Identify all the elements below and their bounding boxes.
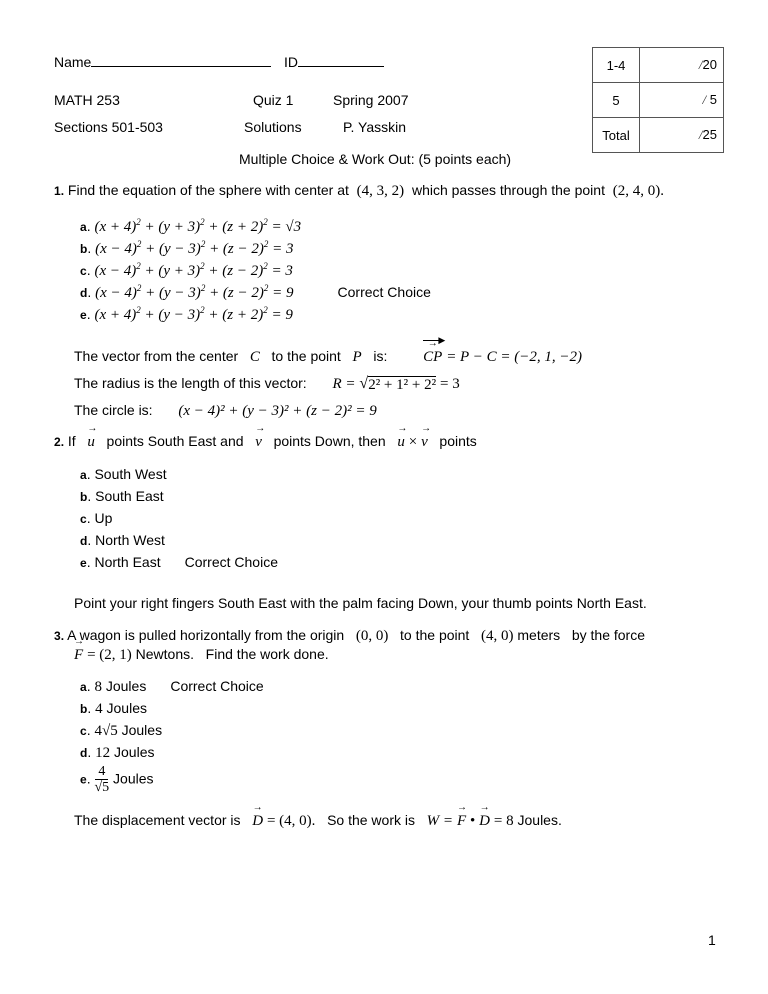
choice-label: c [80, 512, 87, 526]
score-points: /20 [640, 48, 724, 83]
choice-label: a [80, 468, 87, 482]
section-title: Multiple Choice & Work Out: (5 points each) [239, 151, 512, 167]
q1-work-line-2: The radius is the length of this vector: R = √ 2² + 1² + 2² = 3 [74, 375, 460, 393]
q2-work: Point your right fingers South East with the palm facing Down, your thumb points North East. [74, 595, 647, 611]
score-points: / 5 [640, 83, 724, 118]
choice-label: e [80, 308, 87, 322]
document-kind: Solutions [244, 119, 302, 135]
choice-fraction: $\frac{4}{√5}$ [94, 764, 110, 796]
q1-choice-d: d. $(x - 4)^2 + (y - 3)^2 + (z - 2)^2 = 9$ Correct Choice [80, 283, 431, 301]
choice-label: d [80, 286, 88, 300]
choice-label: d [80, 534, 88, 548]
q1-choice-c: c. $(x - 4)^2 + (y + 3)^2 + (z - 2)^2 = 3$ [80, 261, 293, 279]
course-name: MATH 253 [54, 92, 120, 108]
sphere-center: (4, 3, 2) [356, 183, 405, 199]
term: Spring 2007 [333, 92, 409, 108]
vector-v: → v [255, 434, 262, 451]
choice-unit: Joules [106, 700, 147, 716]
score-row [593, 48, 724, 83]
choice-value: 12 [95, 745, 111, 761]
choice-label: c [80, 724, 87, 738]
name-label: Name [54, 54, 92, 70]
q3-choice-d: d. 12 Joules [80, 744, 155, 761]
q2-choice-e: e. North East Correct Choice [80, 554, 278, 570]
id-label: ID [284, 54, 298, 70]
score-item: Total [593, 118, 640, 153]
score-points: /25 [640, 118, 724, 153]
sections: Sections 501-503 [54, 119, 163, 135]
sphere-point: (2, 4, 0). [612, 183, 664, 199]
id-field[interactable] [284, 54, 384, 70]
choice-text: South West [94, 466, 167, 482]
choice-value: 4 [95, 701, 103, 717]
score-item: 5 [593, 83, 640, 118]
correct-choice-marker: Correct Choice [170, 678, 264, 694]
q1-work-line-1: The vector from the center C to the point P is: → ▶ CP = P − C = (−2, 1, −2) [74, 348, 582, 366]
choice-equation: $(x + 4)^2 + (y - 3)^2 + (z + 2)^2 = 9$ [94, 305, 293, 323]
choice-value: 4√5 [94, 723, 118, 739]
score-row [593, 83, 724, 118]
question-number: 2 [54, 435, 61, 449]
choice-unit: Joules [114, 744, 155, 760]
correct-choice-marker: Correct Choice [184, 554, 278, 570]
choice-label: e [80, 772, 87, 787]
q3-choice-c: c. 4√5 Joules [80, 722, 163, 739]
vector-f: → F [74, 647, 83, 664]
id-blank[interactable] [298, 54, 384, 67]
correct-choice-marker: Correct Choice [337, 284, 431, 300]
choice-label: e [80, 556, 87, 570]
choice-text: North West [95, 532, 165, 548]
choice-equation: $(x - 4)^2 + (y - 3)^2 + (z - 2)^2 = 9$ [95, 283, 294, 301]
question-1: 1. Find the equation of the sphere with center at (4, 3, 2) which passes through the point (2, 4, 0). [54, 182, 664, 199]
choice-label: d [80, 746, 88, 760]
q2-choice-a: a. South West [80, 466, 167, 482]
vector-u: → u [87, 434, 95, 451]
vector-cp: → ▶ CP [423, 349, 442, 366]
choice-unit: Joules [113, 770, 154, 787]
choice-equation: $(x - 4)^2 + (y + 3)^2 + (z - 2)^2 = 3$ [94, 261, 293, 279]
choice-text: Up [94, 510, 113, 526]
question-3: 3. A wagon is pulled horizontally from the origin (0, 0) to the point (4, 0) meters by the force [54, 627, 645, 644]
choice-unit: Joules [105, 678, 147, 694]
score-table [592, 47, 724, 153]
choice-text: North East [94, 554, 161, 570]
q3-choice-a: a. 8 Joules Correct Choice [80, 678, 264, 695]
instructor: P. Yasskin [343, 119, 407, 135]
choice-equation: $(x + 4)^2 + (y + 3)^2 + (z + 2)^2 = √3$ [94, 217, 302, 235]
name-field[interactable] [54, 54, 271, 70]
question-number: 1 [54, 184, 61, 198]
choice-label: b [80, 702, 88, 716]
name-blank[interactable] [91, 54, 271, 67]
quiz-title: Quiz 1 [253, 92, 294, 108]
radius-sqrt: √ 2² + 1² + 2² [359, 375, 437, 393]
q1-choice-b: b. $(x - 4)^2 + (y - 3)^2 + (z - 2)^2 = 3$ [80, 239, 294, 257]
q3-choice-b: b. 4 Joules [80, 700, 147, 717]
choice-label: c [80, 264, 87, 278]
q3-choice-e: e. $\frac{4}{√5}$ Joules [80, 764, 154, 796]
choice-label: a [80, 680, 87, 694]
choice-unit: Joules [121, 722, 163, 738]
choice-label: a [80, 220, 87, 234]
q3-work: The displacement vector is → D = (4, 0). So the work is W = → F • → D = 8 Joules. [74, 812, 562, 830]
q2-choice-d: d. North West [80, 532, 165, 548]
choice-label: b [80, 490, 88, 504]
q2-choice-c: c. Up [80, 510, 113, 526]
choice-text: South East [95, 488, 164, 504]
vector-d: → D [252, 813, 263, 830]
choice-value: 8 [94, 679, 102, 695]
q1-work-line-3: The circle is: (x − 4)² + (y − 3)² + (z − 2)² = 9 [74, 402, 377, 419]
score-item: 1-4 [593, 48, 640, 83]
score-row [593, 118, 724, 153]
question-3-cont: → F = (2, 1) Newtons. Find the work done. [74, 646, 329, 664]
question-number: 3 [54, 629, 61, 643]
q1-choice-a: a. $(x + 4)^2 + (y + 3)^2 + (z + 2)^2 = √3$ [80, 217, 302, 235]
choice-label: b [80, 242, 88, 256]
question-2: 2. If → u points South East and → v points Down, then → u × → v points [54, 433, 477, 451]
page-number: 1 [708, 932, 716, 948]
q1-choice-e: e. $(x + 4)^2 + (y - 3)^2 + (z + 2)^2 = 9$ [80, 305, 293, 323]
choice-equation: $(x - 4)^2 + (y - 3)^2 + (z - 2)^2 = 3$ [95, 239, 294, 257]
q2-choice-b: b. South East [80, 488, 164, 504]
